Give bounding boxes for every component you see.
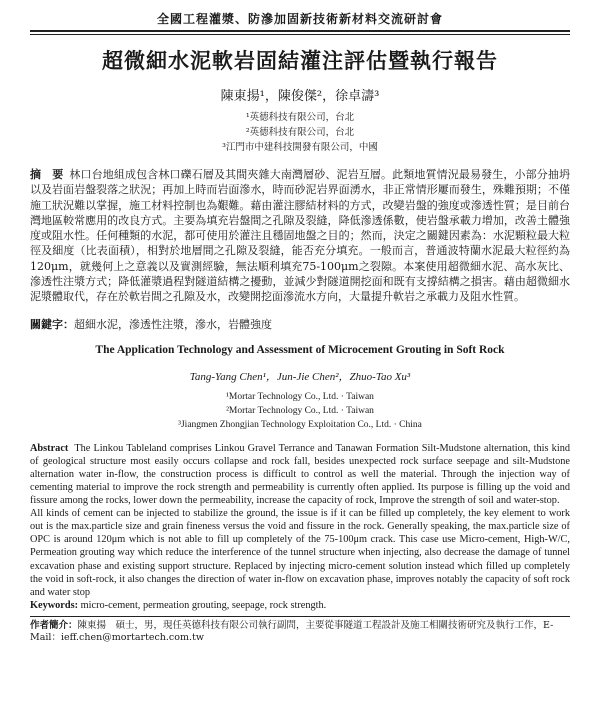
affiliation-zh-1: ¹英德科技有限公司，台北 bbox=[245, 112, 355, 123]
abstract-en-paragraph-2: All kinds of cement can be injected to stabilize the ground, the issue is if it can be filled up completely, the key element to work out is the max.particle size and grain fineness versus the void and fissure in the rock. Generally speaking, the max.particle size of OPC is around 120μm which is not able to fill up completely of the 75-100μm crack. This case use Micro-cement, High-W/C, Permeation grouting way which reduce the interference of the tunnel structure when injecting, also decrease the damage of tunnel excavation phase and existing support structure. Replaced by injecting micro-cement solution instead which filled up completely the void in soft-rock, it also changes the direction of water in-flow on excavation phase, improves notably the capacity of soft rock and water stop bbox=[30, 508, 570, 598]
author-bio-footnote bbox=[30, 620, 570, 645]
title-zh: 超微細水泥軟岩固結灌注評估暨執行報告 bbox=[102, 48, 498, 73]
authors-en: Tang-Yang Chen¹，Jun-Jie Chen²，Zhuo-Tao Xu³ bbox=[189, 370, 411, 383]
header-rule bbox=[30, 30, 570, 32]
affiliation-en-2: ²Mortar Technology Co., Ltd. · Taiwan bbox=[226, 405, 374, 416]
abstract-en-label: Abstract bbox=[30, 442, 69, 454]
authors-zh: 陳東揚¹，陳俊傑²，徐卓濤³ bbox=[220, 89, 380, 104]
abstract-en bbox=[30, 442, 570, 599]
affiliations-zh bbox=[30, 110, 570, 155]
keywords-zh-label: 關鍵字： bbox=[30, 317, 74, 331]
keywords-zh-text: 超細水泥，滲透性注漿，滲水，岩體強度 bbox=[74, 317, 272, 331]
abstract-zh-label: 摘 要 bbox=[30, 168, 64, 181]
abstract-en-paragraph-1 bbox=[30, 442, 570, 507]
keywords-en bbox=[30, 599, 570, 612]
title-en: The Application Technology and Assessment of Microcement Grouting in Soft Rock bbox=[95, 343, 505, 356]
affiliation-en-3: ³Jiangmen Zhongjian Technology Exploitation Co., Ltd. · China bbox=[178, 419, 422, 430]
affiliation-en-1: ¹Mortar Technology Co., Ltd. · Taiwan bbox=[226, 391, 374, 402]
abstract-zh bbox=[30, 167, 570, 305]
author-bio-label: 作者簡介： bbox=[30, 619, 78, 631]
header-rule-thin bbox=[30, 34, 570, 35]
affiliation-zh-2: ²英德科技有限公司，台北 bbox=[245, 127, 355, 138]
footer-rule bbox=[30, 616, 570, 617]
affiliation-zh-3: ³江門市中建科技開發有限公司，中國 bbox=[222, 142, 378, 153]
conference-header: 全國工程灌漿、防滲加固新技術新材料交流研討會 bbox=[156, 12, 443, 26]
author-bio-text: 陳東揚 碩士，男，現任英德科技有限公司執行副問，主要從事隧道工程設計及施工相關技術研究及執行工作，E-Mail：ieff.chen@mortartech.com.tw bbox=[30, 619, 554, 644]
abstract-en-text-1: The Linkou Tableland comprises Linkou Gravel Terrance and Tanawan Formation Silt-Mudstone alternation, this kind of geological structure most easily occurs collapse and rock fall, besides unexpected rock surface seepage and silt-Mudstone alternation water in-flow, the construction process is difficult to control as well the material. Through the injection way of cementing material to improve the rock strength and permeability is currently often applied. Its purpose is filling up the void and fissure among the rocks, lower down the permeability, increase the capacity of rock, Improve the strength of soil and water-stop. bbox=[30, 442, 570, 507]
affiliations-en bbox=[30, 390, 570, 432]
keywords-en-label: Keywords: bbox=[30, 599, 79, 611]
abstract-zh-text: 林口台地組成包含林口礫石層及其間夾雜大南灣層砂、泥岩互層。此類地質情況最易發生，小部分抽坍以及岩面岩盤裂落之狀況；再加上時而岩面滲水，時而砂泥岩界面湧水，非正常情形屢而發生，殊難預期；不僅施工狀況難以掌握，施工材料控制也為艱難。藉由灌注膠結材料的方式，改變岩盤的強度或滲透性質；是目前台灣地區較常應用的改良方式。主要為填充岩盤間之孔隙及裂縫，降低滲透係數，使岩盤承載力增加，改善土體強度或阻水性。任何種類的水泥，都可使用於灌注且穩固地盤之目的；然而，決定之關鍵因素為：水泥顆粒最大粒徑及細度（比表面積），相對於地層間之孔隙及裂縫，能否充分填充。一般而言，普通波特蘭水泥最大粒徑約為120μm，就幾何上之意義以及實測經驗，無法順利填充75-100μm之裂隙。本案使用超微細水泥、高水灰比、滲透性注漿方式；降低灌漿過程對隧道結構之擾動，並減少對隧道開挖面和既有支撐結構之損害。藉由超微細水泥漿體取代，存在於軟岩間之孔隙及水，改變開挖面滲流水方向，大量提升軟岩之承載力及阻水性質。 bbox=[30, 168, 571, 304]
keywords-en-text: micro-cement, permeation grouting, seepage, rock strength. bbox=[80, 599, 327, 611]
keywords-zh bbox=[30, 316, 570, 332]
